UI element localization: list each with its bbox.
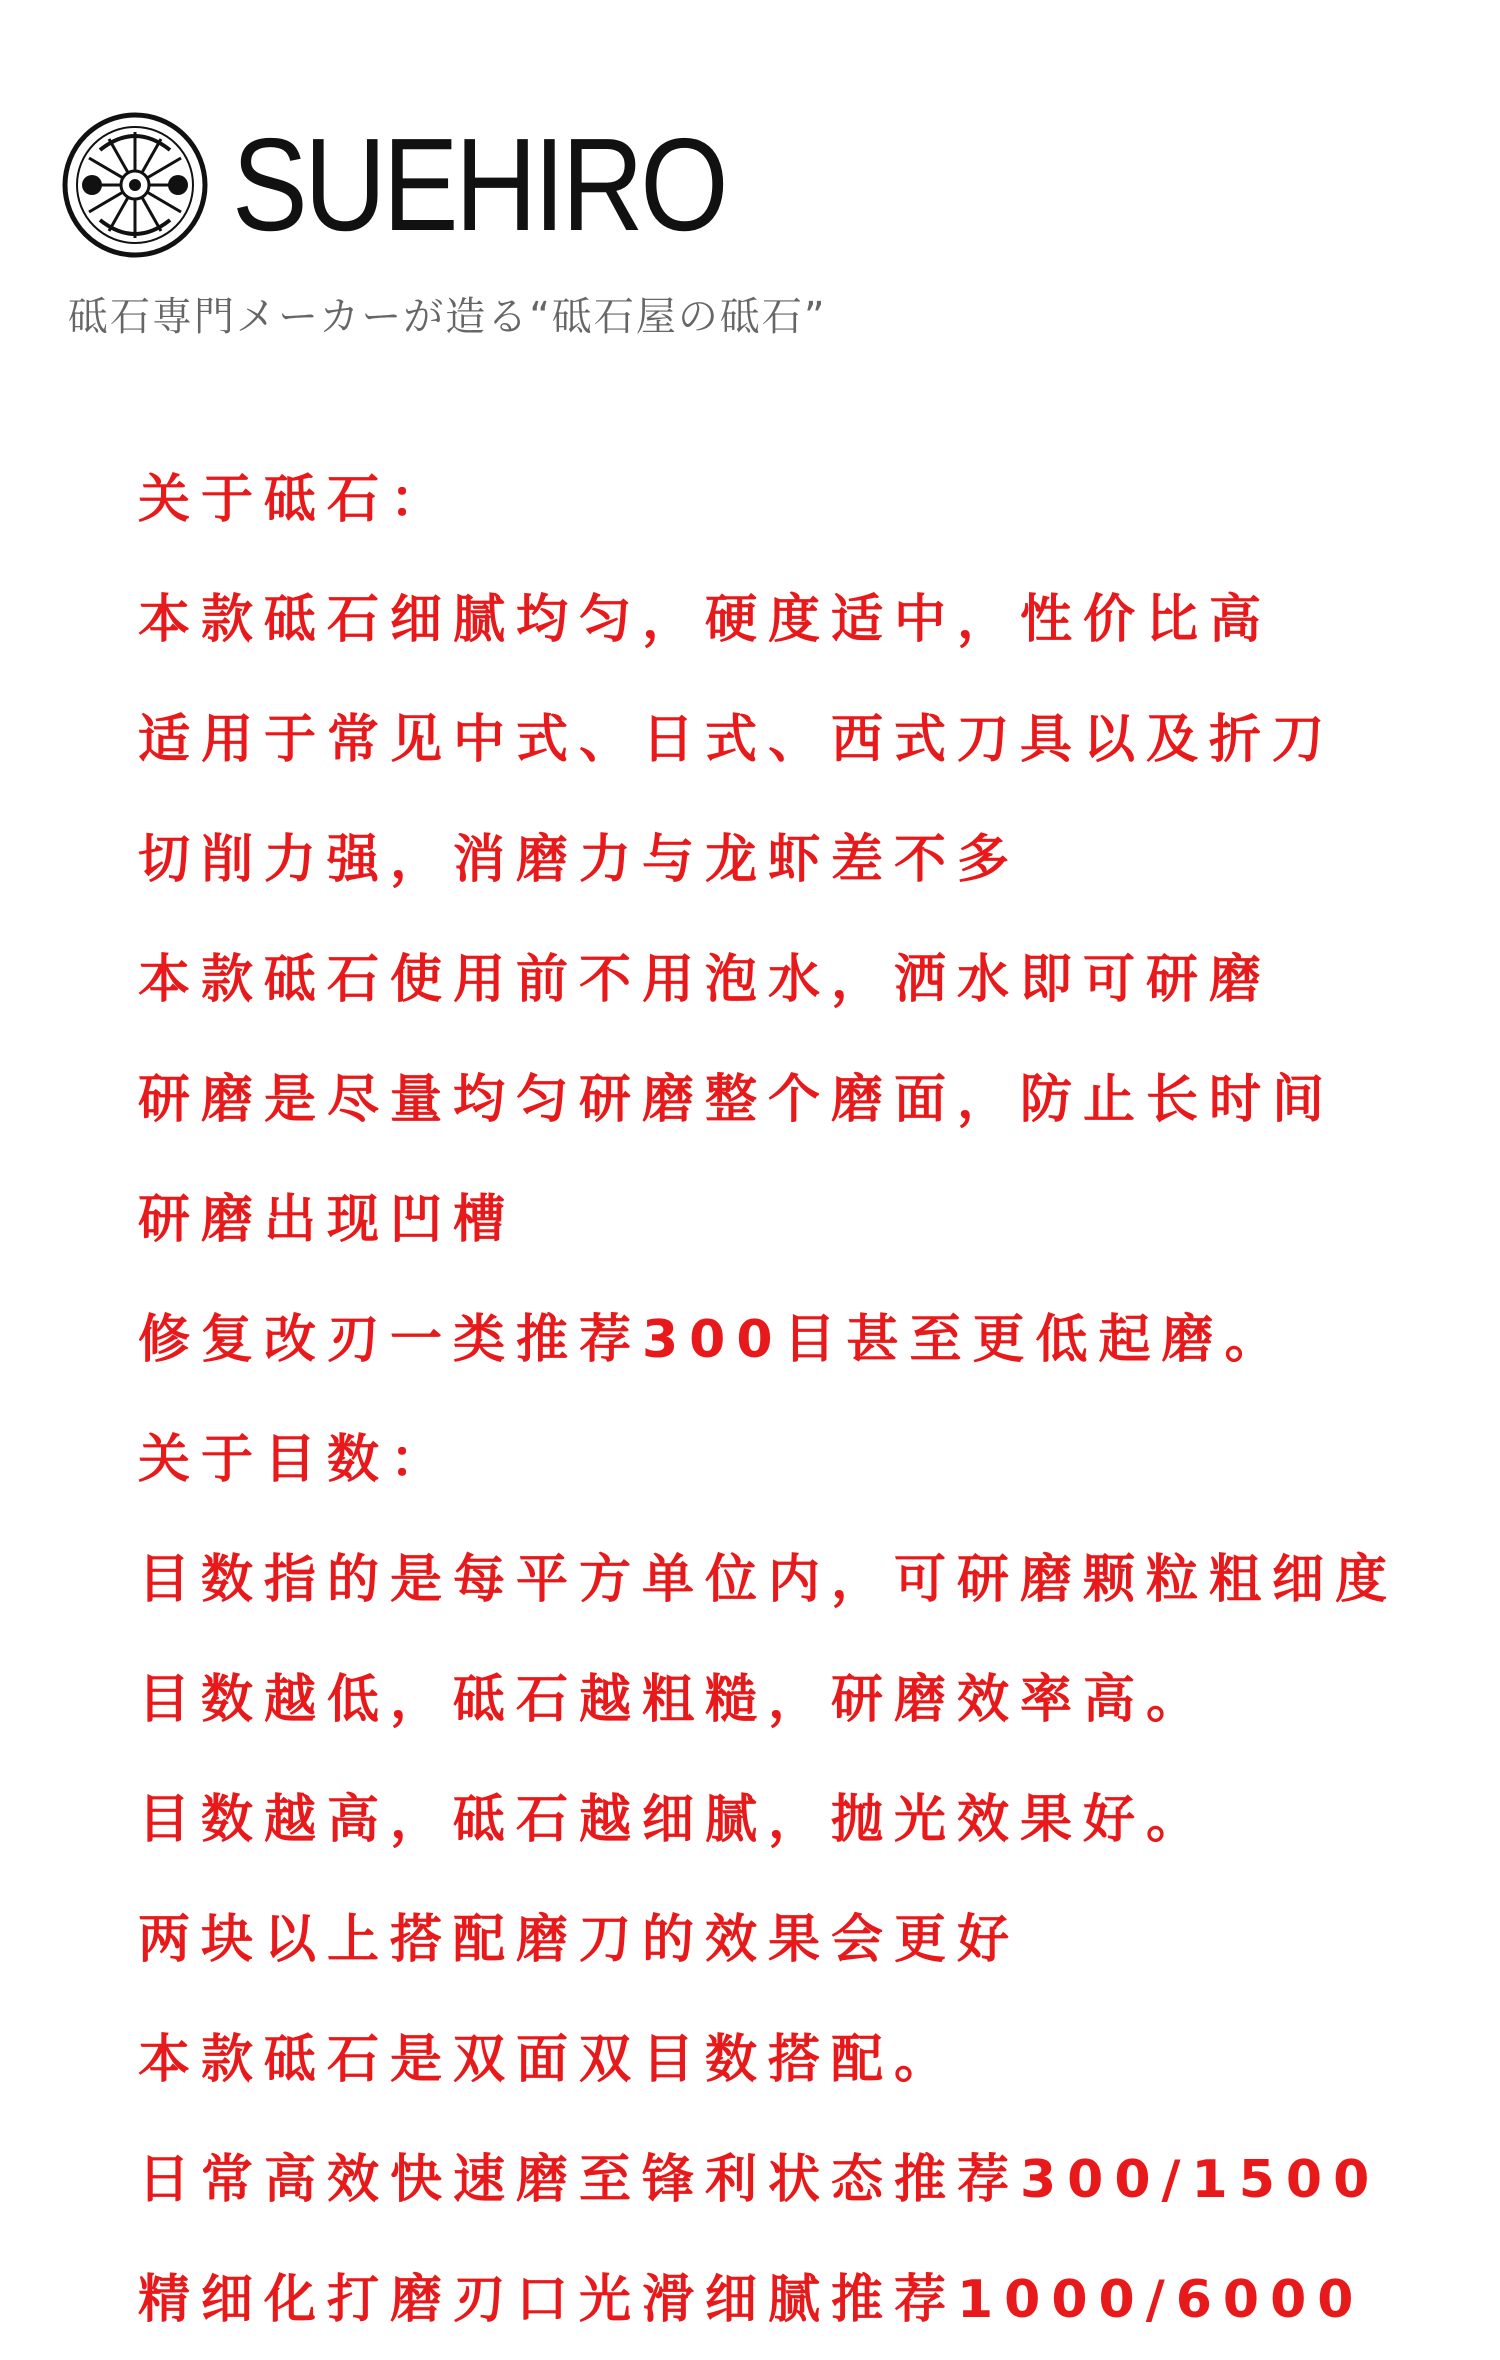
description-line: 目数越低，砥石越粗糙，研磨效率高。: [138, 1670, 1210, 1730]
description-line: 修复改刃一类推荐300目甚至更低起磨。: [138, 1310, 1288, 1370]
brand-tagline: 砥石専門メーカーが造る“砥石屋の砥石”: [68, 294, 827, 340]
suehiro-crest-icon: [60, 110, 210, 260]
description-line: 日常高效快速磨至锋利状态推荐300/1500: [138, 2150, 1381, 2210]
brand-logo: [60, 105, 805, 265]
description-line: 本款砥石细腻均匀，硬度适中，性价比高: [138, 590, 1273, 650]
brand-header: [60, 105, 960, 345]
description-line: 目数指的是每平方单位内，可研磨颗粒粗细度: [138, 1550, 1399, 1610]
description-line: 适用于常见中式、日式、西式刀具以及折刀: [138, 710, 1336, 770]
section-heading-whetstone: 关于砥石：: [138, 470, 454, 530]
description-line: 本款砥石是双面双目数搭配。: [138, 2030, 958, 2090]
description-line: 本款砥石使用前不用泡水，洒水即可研磨: [138, 950, 1273, 1010]
section-heading-grit: 关于目数：: [138, 1430, 454, 1490]
description-line: 切削力强，消磨力与龙虾差不多: [138, 830, 1021, 890]
brand-wordmark: SUEHIRO: [232, 111, 726, 258]
description-line: 精细化打磨刃口光滑细腻推荐1000/6000: [138, 2270, 1365, 2330]
description-line: 研磨出现凹槽: [138, 1190, 517, 1250]
description-line: 两块以上搭配磨刀的效果会更好: [138, 1910, 1021, 1970]
product-description: [138, 440, 1478, 2360]
description-line: 目数越高，砥石越细腻，抛光效果好。: [138, 1790, 1210, 1850]
description-line: 研磨是尽量均匀研磨整个磨面，防止长时间: [138, 1070, 1336, 1130]
